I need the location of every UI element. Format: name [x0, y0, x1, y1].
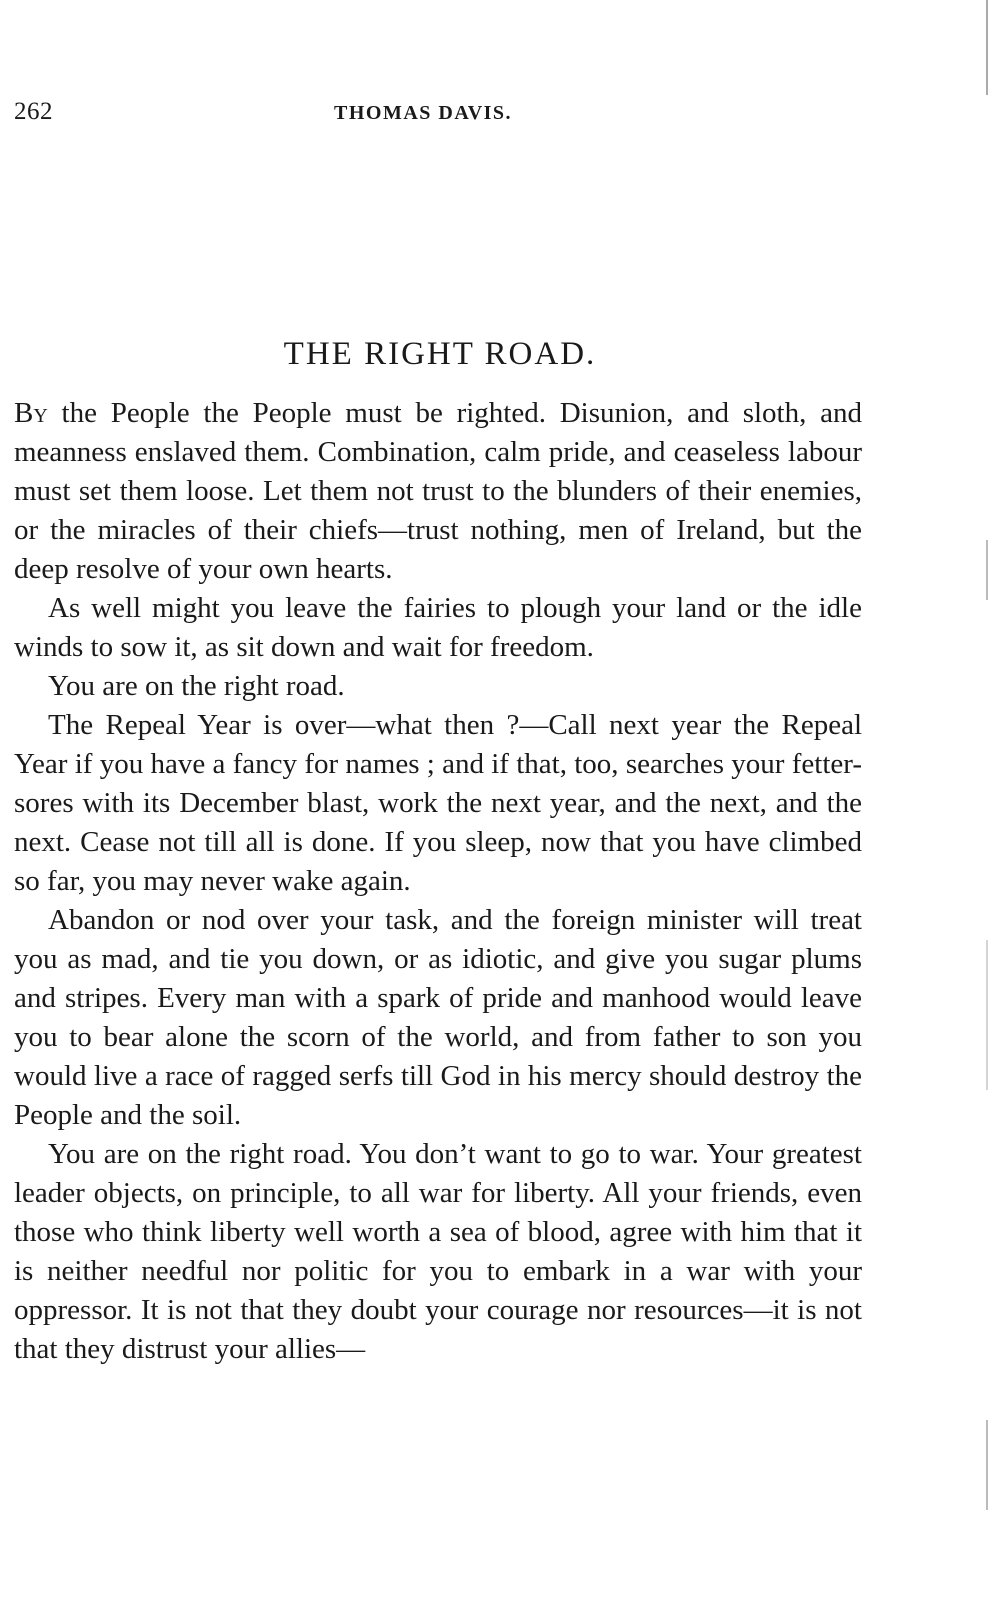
paragraph-3: You are on the right road. [48, 670, 345, 702]
scan-edge-mark [986, 940, 988, 1090]
paragraph-1 [14, 394, 862, 589]
paragraph-text: the People the People must be righted. Disunion, and sloth, and meanness enslaved them. Combination, calm pride, and ceaseless labour must set them loose. Let them not trust to the blunders of their enemies, or the miracles of their chiefs—trust nothing, men of Ireland, but the deep resolve of your own hearts. [14, 397, 862, 585]
scan-edge-mark [986, 0, 988, 95]
paragraph-2: As well might you leave the fairies to plough your land or the idle winds to sow it, as sit down and wait for freedom. [14, 592, 862, 663]
body-text [14, 394, 862, 1369]
page-title: THE RIGHT ROAD. [283, 336, 597, 372]
page-number: 262 [14, 98, 53, 125]
paragraph-lead-word: By [14, 397, 48, 429]
running-head: THOMAS DAVIS. [334, 102, 513, 124]
paragraph-6: You are on the right road. You don’t want to go to war. Your greatest leader objects, on principle, to all war for liberty. All your friends, even those who think liberty well worth a sea of blood, agree with him that it is neither needful nor politic for you to embark in a war with your oppressor. It is not that they doubt your courage nor resources—it is not that they distrust your allies— [14, 1138, 862, 1365]
scan-edge-mark [986, 540, 988, 600]
paragraph-4: The Repeal Year is over—what then ?—Call next year the Repeal Year if you have a fancy for names ; and if that, too, searches your fetter-sores with its December blast, work the next year, and the next, and the next. Cease not till all is done. If you sleep, now that you have climbed so far, you may never wake again. [14, 709, 862, 897]
paragraph-5: Abandon or nod over your task, and the foreign minister will treat you as mad, and tie you down, or as idiotic, and give you sugar plums and stripes. Every man with a spark of pride and manhood would leave you to bear alone the scorn of the world, and from father to son you would live a race of ragged serfs till God in his mercy should destroy the People and the soil. [14, 904, 862, 1131]
scan-edge-mark [986, 1420, 988, 1510]
